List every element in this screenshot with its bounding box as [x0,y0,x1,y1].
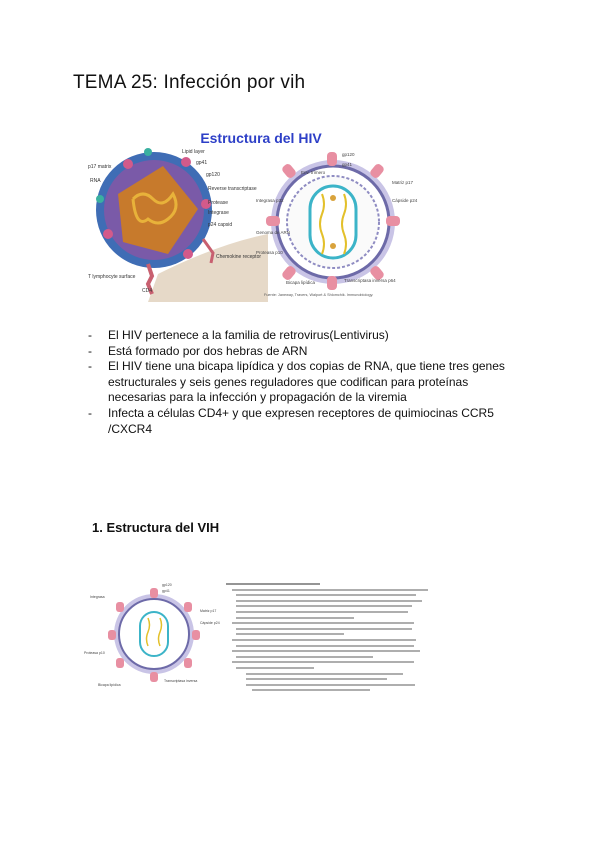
label-integrase: Integrase [208,210,229,216]
label-bicapa: Bicapa lipídica [286,280,316,285]
bullet-marker: - [88,359,92,374]
label-p17: p17 matrix [88,164,112,170]
label-cd4: CD4 [142,288,153,294]
label-reverse-transcriptase: Reverse transcriptase [208,186,257,192]
list-item: - El HIV tiene una bicapa lipídica y dos copias de RNA, que tiene tres genes estructurales y seis genes reguladores que codifican para proteínas necesarias para la infección y propagación de la viremia [88,359,505,405]
label-p24: p24 capsid [208,222,233,228]
figure-title: Estructura del HIV [200,130,322,146]
label-genoma: Genoma de ARN [256,230,291,235]
label-t-lymphocyte: T lymphocyte surface [88,274,136,280]
hiv-facts-list [88,328,528,437]
virion-3d-illustration [88,148,268,302]
virion-schematic-illustration [256,152,418,297]
label-rna: RNA [90,178,101,184]
hiv-structure-illustrations [88,124,434,302]
label-transcriptasa: Transcriptasa inversa p64 [344,278,396,283]
svg-text:Matriz p17: Matriz p17 [200,609,217,613]
bullet-marker: - [88,343,92,358]
list-item: - Está formado por dos hebras de ARN [88,343,308,358]
list-item: - El HIV pertenece a la familia de retrovirus(Lentivirus) [88,328,389,342]
label-env-trimer: Env. trímero [301,170,326,175]
svg-text:Integrasa: Integrasa [90,595,105,599]
svg-text:Cápside p24: Cápside p24 [200,621,220,625]
label-integrasa: Integrasa p32 [256,198,284,203]
list-item: - Infecta a células CD4+ y que expresen receptores de quimiocinas CCR5 /CXCR4 [88,405,494,436]
figure-caption: Fuente: Janeway, Travers, Walport & Shlomchik. Immunobiology. [264,293,374,297]
svg-text:gp41: gp41 [162,589,170,593]
page-title: TEMA 25: Infección por vih [73,72,306,93]
hiv-structure-figure [88,124,434,302]
label-lipid-layer: Lipid layer [182,149,205,155]
label-proteasa: Proteasa p10 [256,250,283,255]
description-text-image [226,583,422,695]
label-matriz: Matriz p17 [392,180,414,185]
label-chemokine-receptor: Chemokine receptor [216,254,262,260]
svg-text:Bicapa lipídica: Bicapa lipídica [98,683,121,687]
label-protease: Protease [208,200,229,206]
bullet-marker: - [88,405,92,420]
svg-text:Proteasa p10: Proteasa p10 [84,651,105,655]
virion-schematic-small [84,578,224,696]
svg-text:gp120: gp120 [162,583,172,587]
bullet-marker: - [88,328,92,342]
label-gp120: gp120 [206,172,220,178]
label-gp41: gp41 [196,160,208,166]
hiv-schematic-small [84,578,224,696]
label-gp120-right: gp120 [342,152,355,157]
label-capside: Cápside p24 [392,198,418,203]
section-heading: 1. Estructura del VIH [92,520,220,535]
svg-text:Transcriptasa inversa: Transcriptasa inversa [164,679,198,683]
label-gp41-right: gp41 [342,162,353,167]
